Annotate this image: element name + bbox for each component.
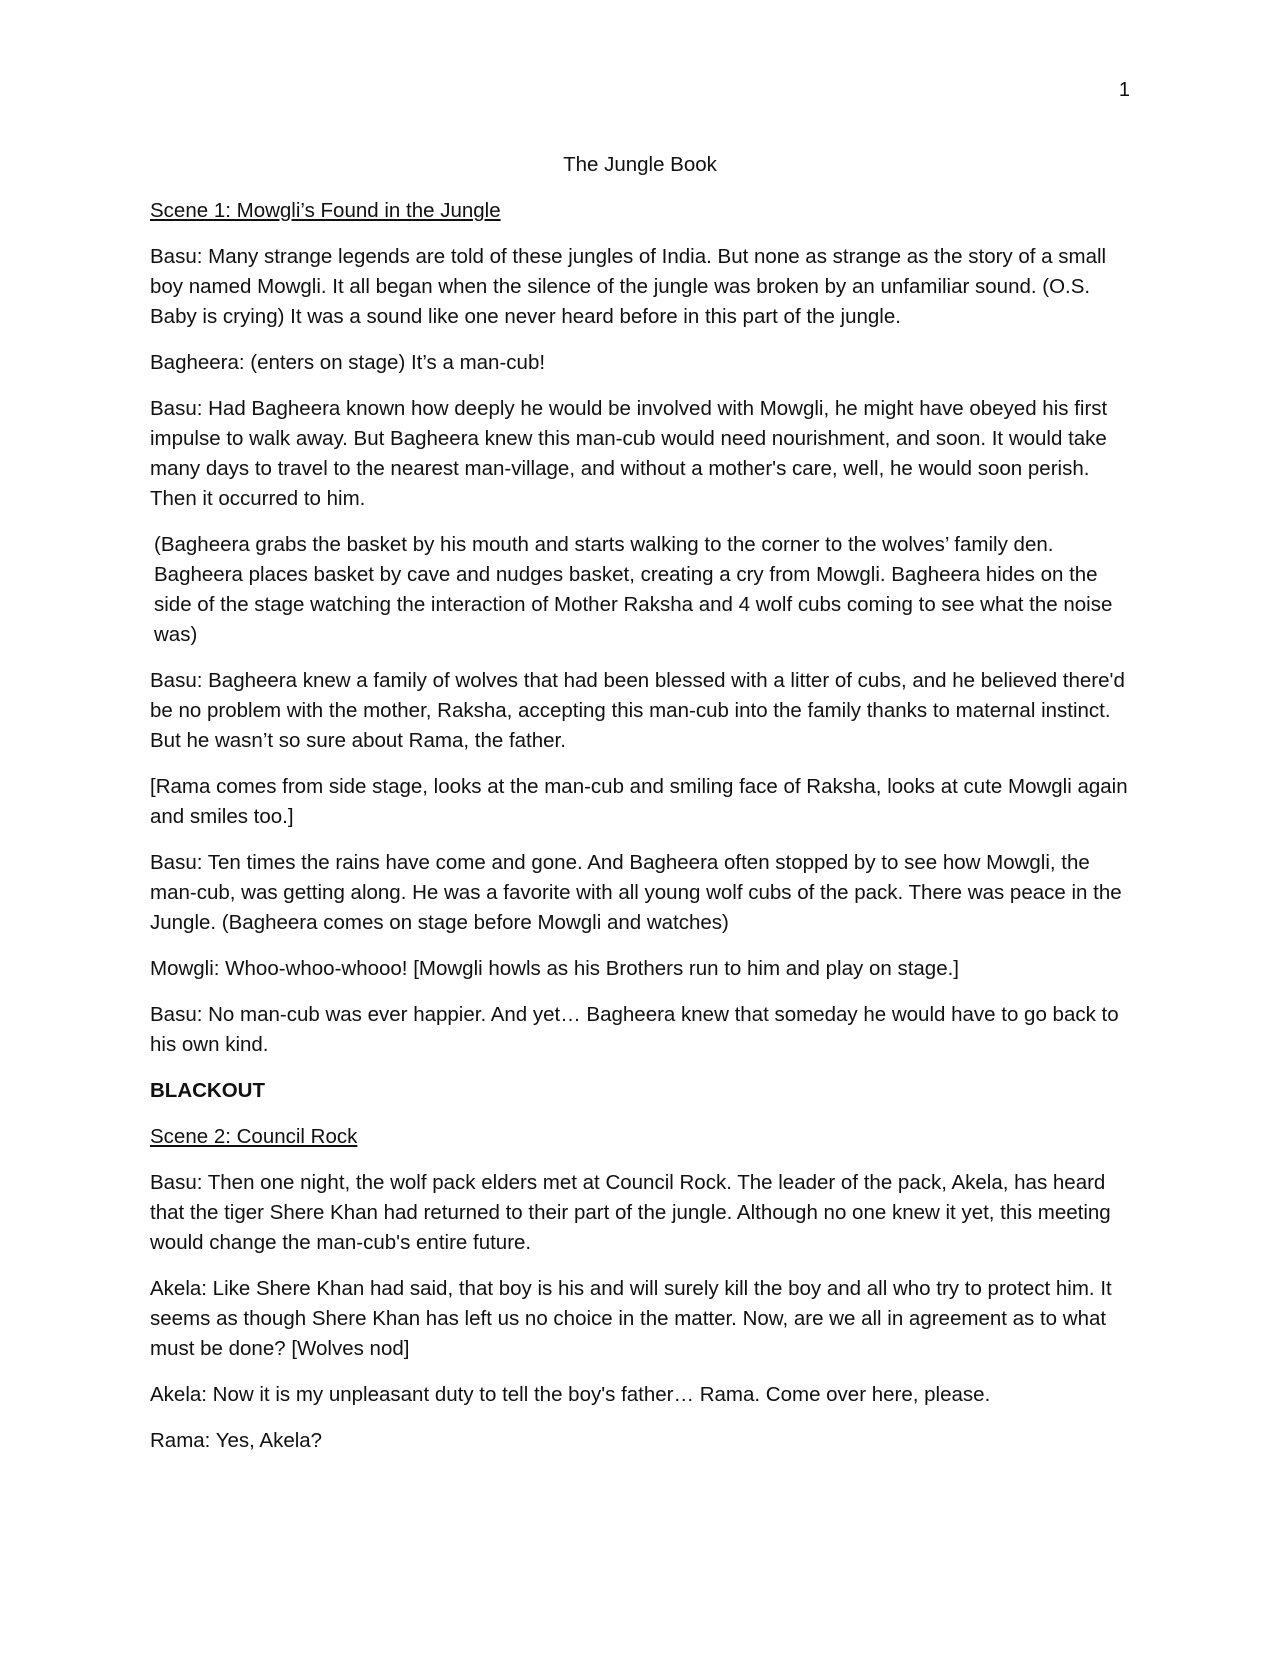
- dialogue-paragraph: Basu: Many strange legends are told of these jungles of India. But none as strange as the story of a small boy named Mowgli. It all began when the silence of the jungle was broken by an unfamiliar sound. (O.S. Baby is crying) It was a sound like one never heard before in this part of the jungle.: [150, 245, 1107, 328]
- stage-direction-paragraph: (Bagheera grabs the basket by his mouth and starts walking to the corner to the wolves’ family den. Bagheera places basket by cave and nudges basket, creating a cry from Mowgli. Bagheera hides on the side of the stage watching the interaction of Mother Raksha and 4 wolf cubs coming to see what the noise was): [154, 533, 1113, 646]
- dialogue-paragraph: Basu: Then one night, the wolf pack elders met at Council Rock. The leader of the pack, Akela, has heard that the tiger Shere Khan had returned to their part of the jungle. Although no one knew it yet, this meeting would change the man-cub's entire future.: [150, 1171, 1111, 1254]
- dialogue-paragraph: Basu: Bagheera knew a family of wolves that had been blessed with a litter of cubs, and he believed there'd be no problem with the mother, Raksha, accepting this man-cub into the family thanks to maternal instinct. But he wasn’t so sure about Rama, the father.: [150, 669, 1125, 752]
- stage-direction-paragraph: [Rama comes from side stage, looks at the man-cub and smiling face of Raksha, looks at cute Mowgli again and smiles too.]: [150, 775, 1128, 828]
- document-title: The Jungle Book: [563, 153, 717, 176]
- dialogue-paragraph: Basu: No man-cub was ever happier. And yet… Bagheera knew that someday he would have to go back to his own kind.: [150, 1003, 1119, 1056]
- dialogue-paragraph: Akela: Like Shere Khan had said, that boy is his and will surely kill the boy and all who try to protect him. It seems as though Shere Khan has left us no choice in the matter. Now, are we all in agreement as to what must be done? [Wolves nod]: [150, 1277, 1112, 1360]
- scene-heading: Scene 2: Council Rock: [150, 1125, 358, 1148]
- dialogue-paragraph: Akela: Now it is my unpleasant duty to tell the boy's father… Rama. Come over here, please.: [150, 1383, 991, 1406]
- scene-heading: Scene 1: Mowgli’s Found in the Jungle: [150, 199, 501, 222]
- dialogue-paragraph: Rama: Yes, Akela?: [150, 1429, 323, 1452]
- dialogue-paragraph: Basu: Ten times the rains have come and gone. And Bagheera often stopped by to see how Mowgli, the man-cub, was getting along. He was a favorite with all young wolf cubs of the pack. There was peace in the Jungle. (Bagheera comes on stage before Mowgli and watches): [150, 851, 1122, 934]
- document-body: [150, 150, 1130, 1472]
- dialogue-paragraph: Bagheera: (enters on stage) It’s a man-cub!: [150, 351, 546, 374]
- dialogue-paragraph: Mowgli: Whoo-whoo-whooo! [Mowgli howls as his Brothers run to him and play on stage.]: [150, 957, 959, 980]
- blackout-label: BLACKOUT: [150, 1079, 266, 1102]
- dialogue-paragraph: Basu: Had Bagheera known how deeply he would be involved with Mowgli, he might have obeyed his first impulse to walk away. But Bagheera knew this man-cub would need nourishment, and soon. It would take many days to travel to the nearest man-village, and without a mother's care, well, he would soon perish. Then it occurred to him.: [150, 397, 1108, 510]
- page-number: 1: [1118, 79, 1130, 101]
